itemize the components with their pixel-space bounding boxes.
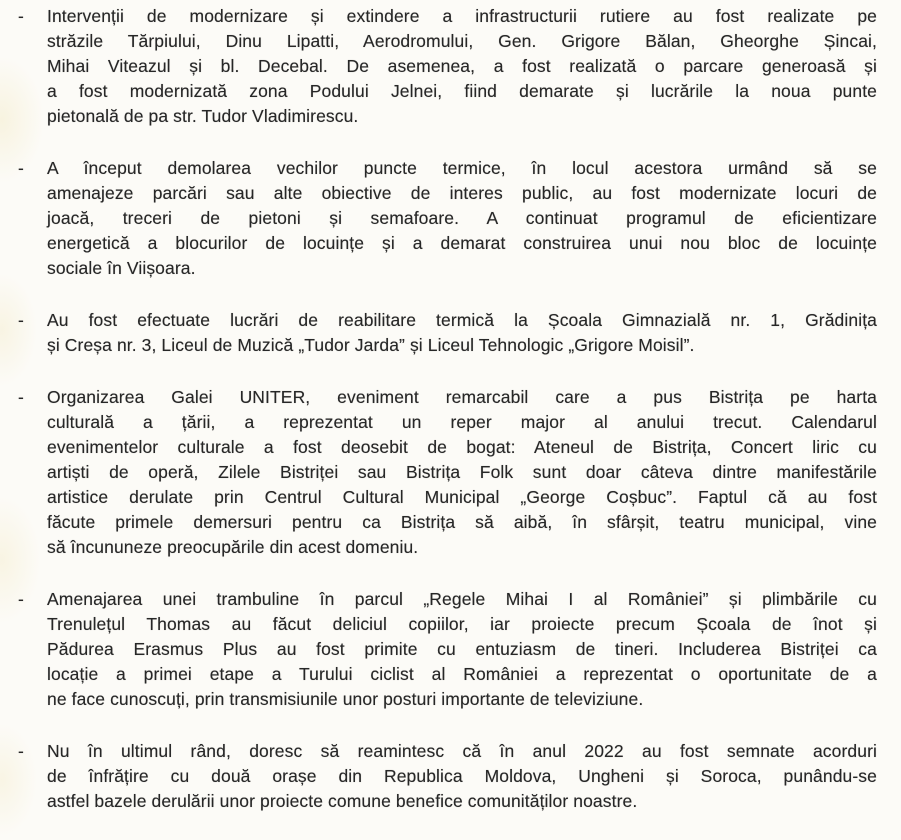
bullet-paragraph xyxy=(18,385,877,560)
text-line: pietonală de pa str. Tudor Vladimirescu. xyxy=(47,106,359,126)
bullet-dash: - xyxy=(18,310,24,330)
text-line: străzile Tărpiului, Dinu Lipatti, Aerodromului, Gen. Grigore Bălan, Gheorghe Șincai, xyxy=(47,31,877,51)
text-line: amenajeze parcări sau alte obiective de interes public, au fost modernizate locuri de xyxy=(47,183,877,203)
text-line: de înfrățire cu două orașe din Republica Moldova, Ungheni și Soroca, punându-se xyxy=(47,766,877,786)
text-line: ne face cunoscuți, prin transmisiunile unor posturi importante de televiziune. xyxy=(47,689,644,709)
text-line: evenimentelor culturale a fost deosebit de bogat: Ateneul de Bistrița, Concert liric cu xyxy=(47,437,877,457)
paragraph-text xyxy=(47,308,877,358)
paragraph-text xyxy=(47,385,877,560)
bullet-paragraph xyxy=(18,4,877,129)
paragraph-list xyxy=(18,4,877,814)
text-line: astfel bazele derulării unor proiecte comune benefice comunităților noastre. xyxy=(47,791,638,811)
paragraph-text xyxy=(47,587,877,712)
bullet-dash: - xyxy=(18,158,24,178)
text-line: locație a primei etape a Turului ciclist al României a reprezentat o oportunitate de a xyxy=(47,664,877,684)
text-line: a fost modernizată zona Podului Jelnei, fiind demarate și lucrările la noua punte xyxy=(47,81,877,101)
text-line: să încununeze preocupările din acest domeniu. xyxy=(47,537,419,557)
bullet-paragraph xyxy=(18,739,877,814)
paragraph-text xyxy=(47,739,877,814)
bullet-paragraph xyxy=(18,587,877,712)
text-line: Amenajarea unei trambuline în parcul „Regele Mihai I al României” și plimbările cu xyxy=(47,589,877,609)
text-line: Intervenții de modernizare și extindere a infrastructurii rutiere au fost realizate pe xyxy=(47,6,877,26)
text-line: joacă, treceri de pietoni și semafoare. A continuat programul de eficientizare xyxy=(47,208,877,228)
bullet-dash: - xyxy=(18,741,24,761)
text-line: și Creșa nr. 3, Liceul de Muzică „Tudor Jarda” și Liceul Tehnologic „Grigore Moisil”. xyxy=(47,335,695,355)
text-line: Mihai Viteazul și bl. Decebal. De asemenea, a fost realizată o parcare generoasă și xyxy=(47,56,877,76)
paragraph-text xyxy=(47,4,877,129)
text-line: făcute primele demersuri pentru ca Bistrița să aibă, în sfârșit, teatru municipal, vine xyxy=(47,512,877,532)
text-line: sociale în Viișoara. xyxy=(47,258,196,278)
text-line: Nu în ultimul rând, doresc să reamintesc că în anul 2022 au fost semnate acorduri xyxy=(47,741,877,761)
text-line: Organizarea Galei UNITER, eveniment remarcabil care a pus Bistrița pe harta xyxy=(47,387,877,407)
text-line: culturală a țării, a reprezentat un reper major al anului trecut. Calendarul xyxy=(47,412,877,432)
text-line: energetică a blocurilor de locuințe și a demarat construirea unui nou bloc de locuințe xyxy=(47,233,877,253)
bullet-dash: - xyxy=(18,387,24,407)
text-line: artiști de operă, Zilele Bistriței sau Bistrița Folk sunt doar câteva dintre manifestările xyxy=(47,462,877,482)
paragraph-text xyxy=(47,156,877,281)
text-line: Pădurea Erasmus Plus au fost primite cu entuziasm de tineri. Includerea Bistriței ca xyxy=(47,639,877,659)
bullet-paragraph xyxy=(18,308,877,358)
text-line: Au fost efectuate lucrări de reabilitare termică la Școala Gimnazială nr. 1, Grădinița xyxy=(47,310,877,330)
text-line: A început demolarea vechilor puncte termice, în locul acestora urmând să se xyxy=(47,158,877,178)
bullet-paragraph xyxy=(18,156,877,281)
text-line: artistice derulate prin Centrul Cultural Municipal „George Coșbuc”. Faptul că au fost xyxy=(47,487,877,507)
bullet-dash: - xyxy=(18,6,24,26)
bullet-dash: - xyxy=(18,589,24,609)
text-line: Trenulețul Thomas au făcut deliciul copiilor, iar proiecte precum Școala de înot și xyxy=(47,614,877,634)
